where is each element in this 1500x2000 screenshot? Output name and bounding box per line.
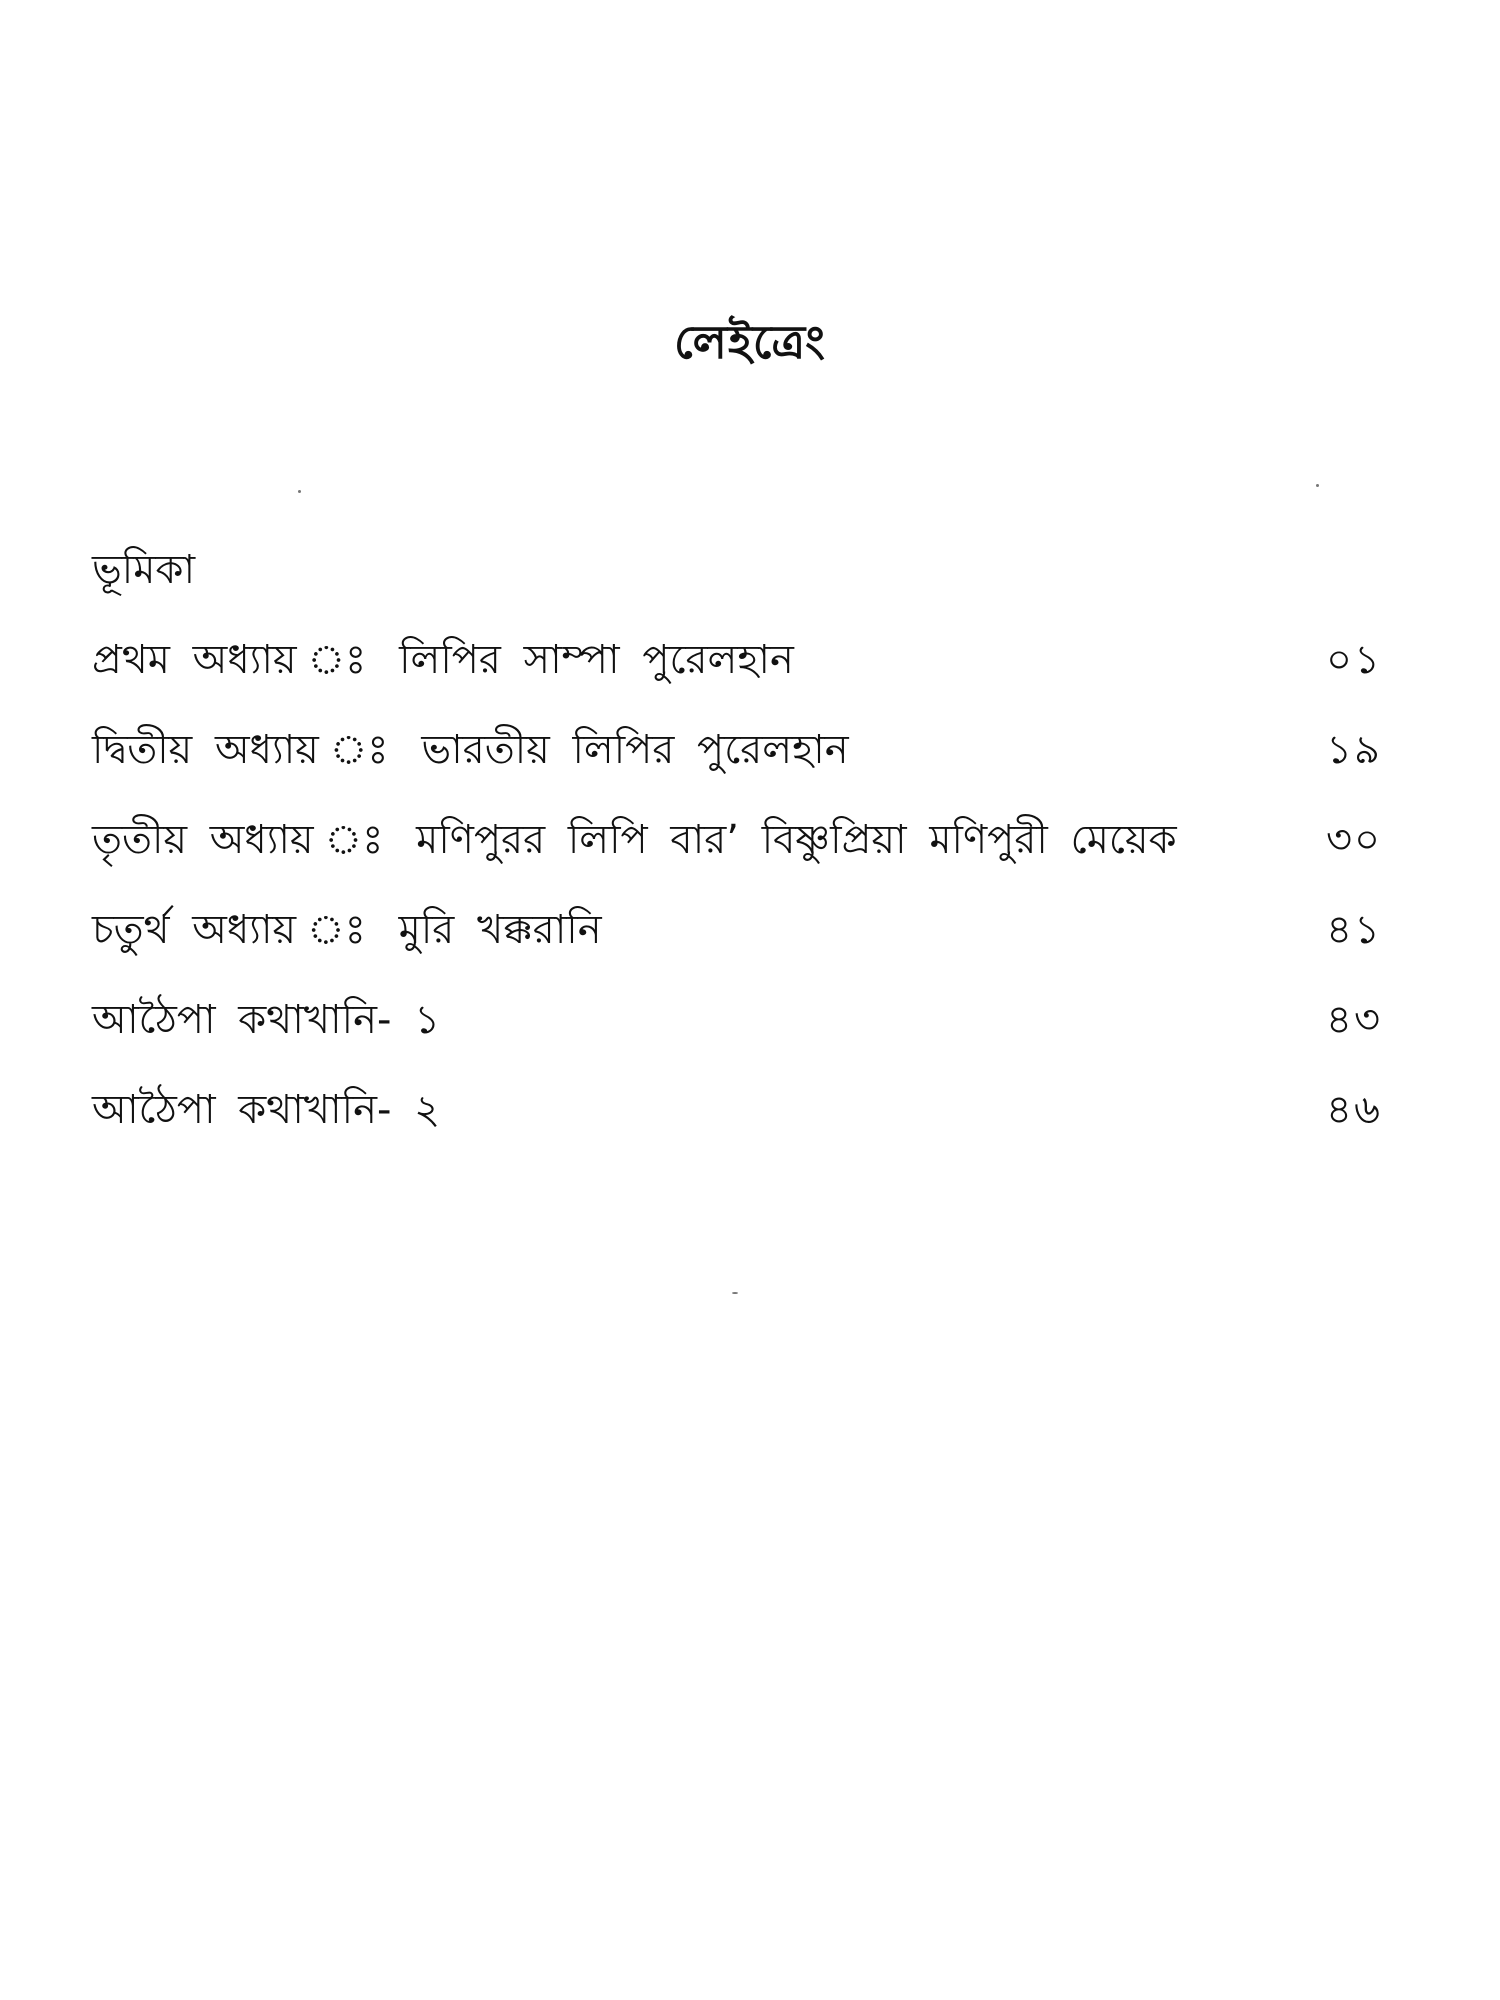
toc-entry-page: ৪৩ — [1326, 997, 1382, 1043]
toc-entry-page: ৪১ — [1326, 907, 1382, 953]
toc-entry — [92, 1080, 1382, 1170]
toc-entry-label: প্রথম অধ্যায় ঃ লিপির সাম্পা পুরেলহান — [92, 637, 794, 683]
toc-entry-label: দ্বিতীয় অধ্যায় ঃ ভারতীয় লিপির পুরেলহান — [92, 727, 849, 773]
toc-entry — [92, 900, 1382, 990]
toc-entry-page: ০১ — [1326, 637, 1382, 683]
toc-entry-page: ৪৬ — [1326, 1087, 1382, 1133]
toc-entry — [92, 630, 1382, 720]
toc-entry-label: আঠৈপা কথাখানি- ২ — [92, 1087, 441, 1133]
toc-entry-page: ১৯ — [1326, 727, 1382, 773]
toc-entry-page: ৩০ — [1325, 817, 1382, 863]
toc-entry-label: চতুর্থ অধ্যায় ঃ মুরি খক্করানি — [92, 907, 602, 953]
toc-entry — [92, 720, 1382, 810]
toc-entry — [92, 990, 1382, 1080]
scan-speck — [1316, 484, 1319, 487]
toc-entry — [92, 810, 1382, 900]
toc-entry-label: ভূমিকা — [92, 547, 196, 593]
toc-entry-label: আঠৈপা কথাখানি- ১ — [92, 997, 441, 1043]
toc-entry — [92, 540, 1382, 630]
scan-speck — [298, 490, 301, 493]
page-title: লেইত্রেং — [674, 315, 826, 369]
scan-speck — [732, 1292, 738, 1294]
toc-entry-label: তৃতীয় অধ্যায় ঃ মণিপুরর লিপি বার’ বিষ্ণুপ্রিয়া মণিপুরী মেয়েক — [92, 817, 1177, 863]
table-of-contents — [92, 540, 1382, 1170]
